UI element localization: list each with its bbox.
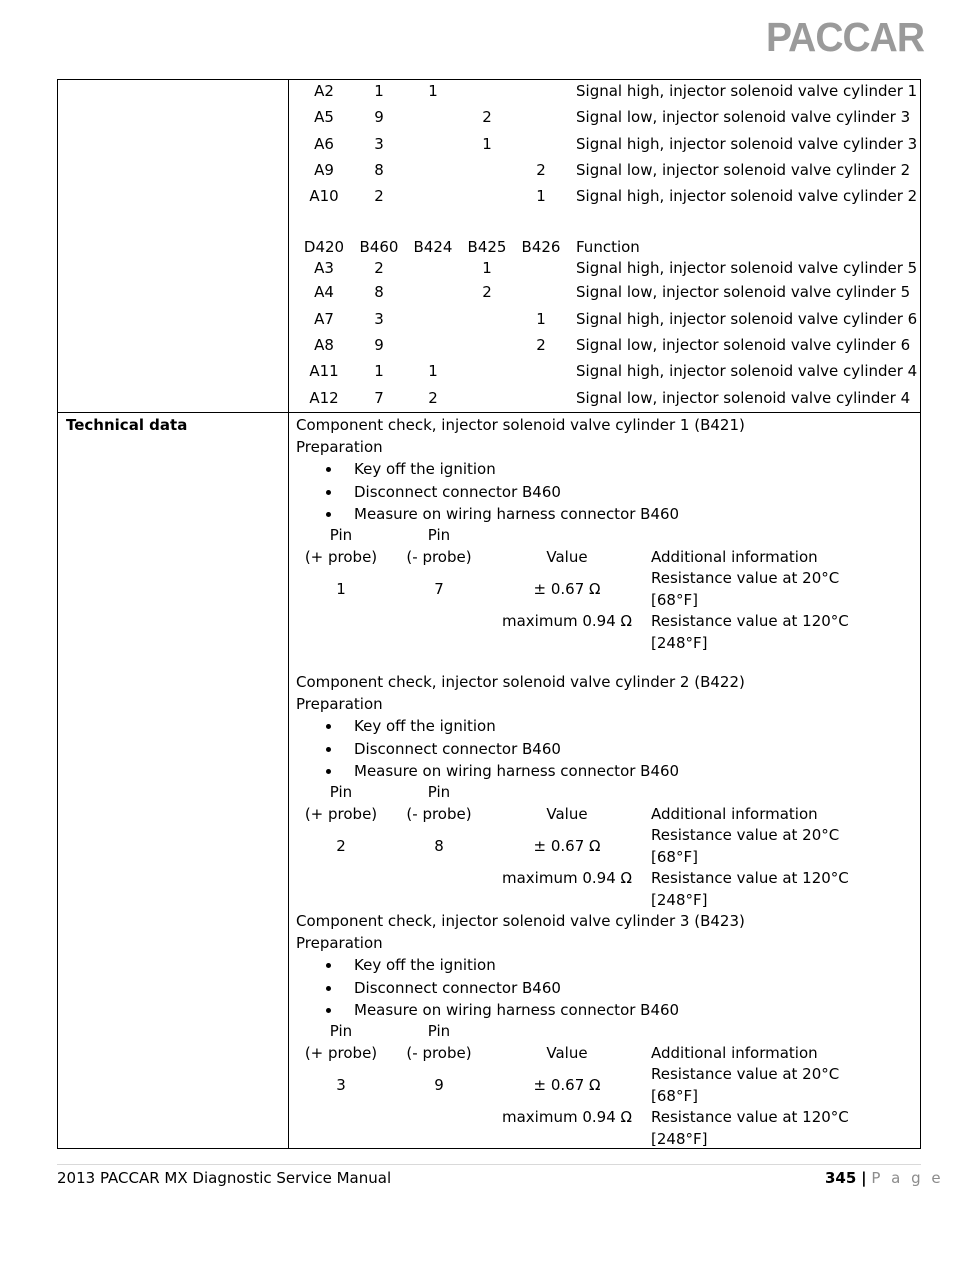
table-cell-b460: 7	[374, 389, 384, 407]
pin-label-positive: Pin	[329, 783, 353, 801]
column-header: D420	[303, 238, 345, 256]
preparation-step: Measure on wiring harness connector B460	[354, 762, 680, 780]
page-label: P a g e	[871, 1169, 944, 1187]
table-cell-function: Signal high, injector solenoid valve cylinder 3	[576, 135, 918, 153]
resistance-info: Resistance value at 20°C	[651, 826, 840, 844]
table-cell-b460: 1	[374, 362, 384, 380]
resistance-value: ± 0.67 Ω	[533, 837, 601, 855]
preparation-step: Key off the ignition	[354, 717, 496, 735]
pin-label-positive: Pin	[329, 526, 353, 544]
check-title: Component check, injector solenoid valve cylinder 3 (B423)	[296, 912, 745, 930]
positive-probe-header: (+ probe)	[304, 1044, 378, 1062]
column-header: B425	[467, 238, 507, 256]
table-cell-b460: 2	[374, 259, 384, 277]
additional-info-header: Additional information	[651, 805, 818, 823]
table-cell-b426: 1	[536, 310, 546, 328]
table-cell-function: Signal low, injector solenoid valve cylinder 3	[576, 108, 911, 126]
resistance-value: ± 0.67 Ω	[533, 580, 601, 598]
table-cell-b425: 2	[482, 283, 492, 301]
table-cell-b460: 8	[374, 283, 384, 301]
resistance-max-info-fahrenheit: [248°F]	[651, 1130, 708, 1148]
resistance-info: Resistance value at 20°C	[651, 1065, 840, 1083]
table-cell-d420: A4	[314, 283, 334, 301]
table-cell-function: Signal low, injector solenoid valve cylinder 4	[576, 389, 911, 407]
preparation-step: Disconnect connector B460	[354, 482, 561, 501]
resistance-info: Resistance value at 20°C	[651, 569, 840, 587]
negative-probe-header: (- probe)	[406, 1044, 472, 1062]
table-cell-d420: A2	[314, 82, 334, 100]
table-cell-d420: A7	[314, 310, 334, 328]
pin-negative-value: 9	[434, 1076, 444, 1094]
table-cell-function: Signal high, injector solenoid valve cylinder 1	[576, 82, 918, 100]
preparation-step: Key off the ignition	[354, 460, 496, 478]
footer-manual-title: 2013 PACCAR MX Diagnostic Service Manual	[57, 1169, 392, 1187]
column-header: B460	[359, 238, 399, 256]
bullet-icon	[326, 769, 331, 774]
bullet-icon	[326, 490, 331, 495]
preparation-step: Disconnect connector B460	[354, 978, 561, 997]
table-cell-function: Signal high, injector solenoid valve cylinder 6	[576, 310, 918, 328]
table-cell-b426: 1	[536, 187, 546, 205]
pin-label-negative: Pin	[427, 526, 451, 544]
table-cell-b425: 2	[482, 108, 492, 126]
table-cell-b460: 9	[374, 336, 384, 354]
resistance-max-info-fahrenheit: [248°F]	[651, 891, 708, 909]
value-header: Value	[546, 805, 588, 823]
table-cell-b460: 1	[374, 82, 384, 100]
resistance-max-info-fahrenheit: [248°F]	[651, 634, 708, 652]
value-header: Value	[546, 1044, 588, 1062]
bullet-icon	[326, 724, 331, 729]
bullet-icon	[326, 512, 331, 517]
table-cell-d420: A3	[314, 259, 334, 277]
resistance-max-value: maximum 0.94 Ω	[502, 869, 632, 887]
bullet-icon	[326, 747, 331, 752]
check-title: Component check, injector solenoid valve cylinder 1 (B421)	[296, 416, 745, 434]
resistance-max-info: Resistance value at 120°C	[651, 869, 849, 887]
pin-positive-value: 3	[336, 1076, 346, 1094]
table-cell-d420: A10	[309, 187, 339, 205]
table-cell-b460: 9	[374, 108, 384, 126]
table-cell-b425: 1	[482, 135, 492, 153]
resistance-max-value: maximum 0.94 Ω	[502, 612, 632, 630]
table-cell-b424: 1	[428, 82, 438, 100]
check-title: Component check, injector solenoid valve cylinder 2 (B422)	[296, 673, 745, 691]
table-cell-b426: 2	[536, 161, 546, 179]
table-cell-b424: 2	[428, 389, 438, 407]
positive-probe-header: (+ probe)	[304, 805, 378, 823]
pin-label-negative: Pin	[427, 1022, 451, 1040]
table-cell-d420: A9	[314, 161, 334, 179]
preparation-label: Preparation	[296, 438, 383, 456]
table-cell-d420: A12	[309, 389, 339, 407]
pin-positive-value: 2	[336, 837, 346, 855]
table-cell-b426: 2	[536, 336, 546, 354]
preparation-step: Measure on wiring harness connector B460	[354, 505, 680, 523]
pin-label-negative: Pin	[427, 783, 451, 801]
footer-page-indicator	[825, 1169, 944, 1187]
bullet-icon	[326, 986, 331, 991]
column-header: Function	[576, 238, 640, 256]
resistance-info-fahrenheit: [68°F]	[651, 848, 698, 866]
table-cell-b460: 2	[374, 187, 384, 205]
preparation-step: Key off the ignition	[354, 956, 496, 974]
table-cell-b460: 3	[374, 135, 384, 153]
bullet-icon	[326, 1008, 331, 1013]
additional-info-header: Additional information	[651, 548, 818, 566]
pin-negative-value: 8	[434, 837, 444, 855]
value-header: Value	[546, 548, 588, 566]
preparation-label: Preparation	[296, 934, 383, 952]
page-separator: |	[861, 1169, 867, 1187]
negative-probe-header: (- probe)	[406, 805, 472, 823]
column-header: B426	[521, 238, 561, 256]
pin-negative-value: 7	[434, 580, 444, 598]
positive-probe-header: (+ probe)	[304, 548, 378, 566]
footer-divider	[57, 1164, 921, 1165]
negative-probe-header: (- probe)	[406, 548, 472, 566]
table-cell-d420: A5	[314, 108, 334, 126]
table-cell-function: Signal low, injector solenoid valve cylinder 5	[576, 283, 911, 301]
table-cell-b460: 8	[374, 161, 384, 179]
pin-label-positive: Pin	[329, 1022, 353, 1040]
resistance-info-fahrenheit: [68°F]	[651, 591, 698, 609]
bullet-icon	[326, 467, 331, 472]
table-cell-b460: 3	[374, 310, 384, 328]
table-cell-b425: 1	[482, 259, 492, 277]
additional-info-header: Additional information	[651, 1044, 818, 1062]
table-cell-function: Signal high, injector solenoid valve cylinder 4	[576, 362, 918, 380]
row-divider	[57, 412, 921, 413]
resistance-value: ± 0.67 Ω	[533, 1076, 601, 1094]
table-cell-d420: A11	[309, 362, 339, 380]
paccar-logo: PACCAR	[766, 14, 925, 60]
table-cell-function: Signal low, injector solenoid valve cylinder 6	[576, 336, 911, 354]
table-cell-d420: A6	[314, 135, 334, 153]
technical-data-label: Technical data	[66, 416, 188, 434]
pin-positive-value: 1	[336, 580, 346, 598]
table-cell-function: Signal low, injector solenoid valve cylinder 2	[576, 161, 911, 179]
table-cell-d420: A8	[314, 336, 334, 354]
table-cell-function: Signal high, injector solenoid valve cylinder 2	[576, 187, 918, 205]
resistance-max-value: maximum 0.94 Ω	[502, 1108, 632, 1126]
column-divider	[288, 79, 289, 1149]
bullet-icon	[326, 963, 331, 968]
preparation-step: Measure on wiring harness connector B460	[354, 1001, 680, 1019]
preparation-step: Disconnect connector B460	[354, 739, 561, 758]
page-number: 345	[825, 1169, 857, 1187]
resistance-max-info: Resistance value at 120°C	[651, 612, 849, 630]
preparation-label: Preparation	[296, 695, 383, 713]
column-header: B424	[413, 238, 453, 256]
resistance-max-info: Resistance value at 120°C	[651, 1108, 849, 1126]
resistance-info-fahrenheit: [68°F]	[651, 1087, 698, 1105]
table-cell-b424: 1	[428, 362, 438, 380]
table-cell-function: Signal high, injector solenoid valve cylinder 5	[576, 259, 918, 277]
